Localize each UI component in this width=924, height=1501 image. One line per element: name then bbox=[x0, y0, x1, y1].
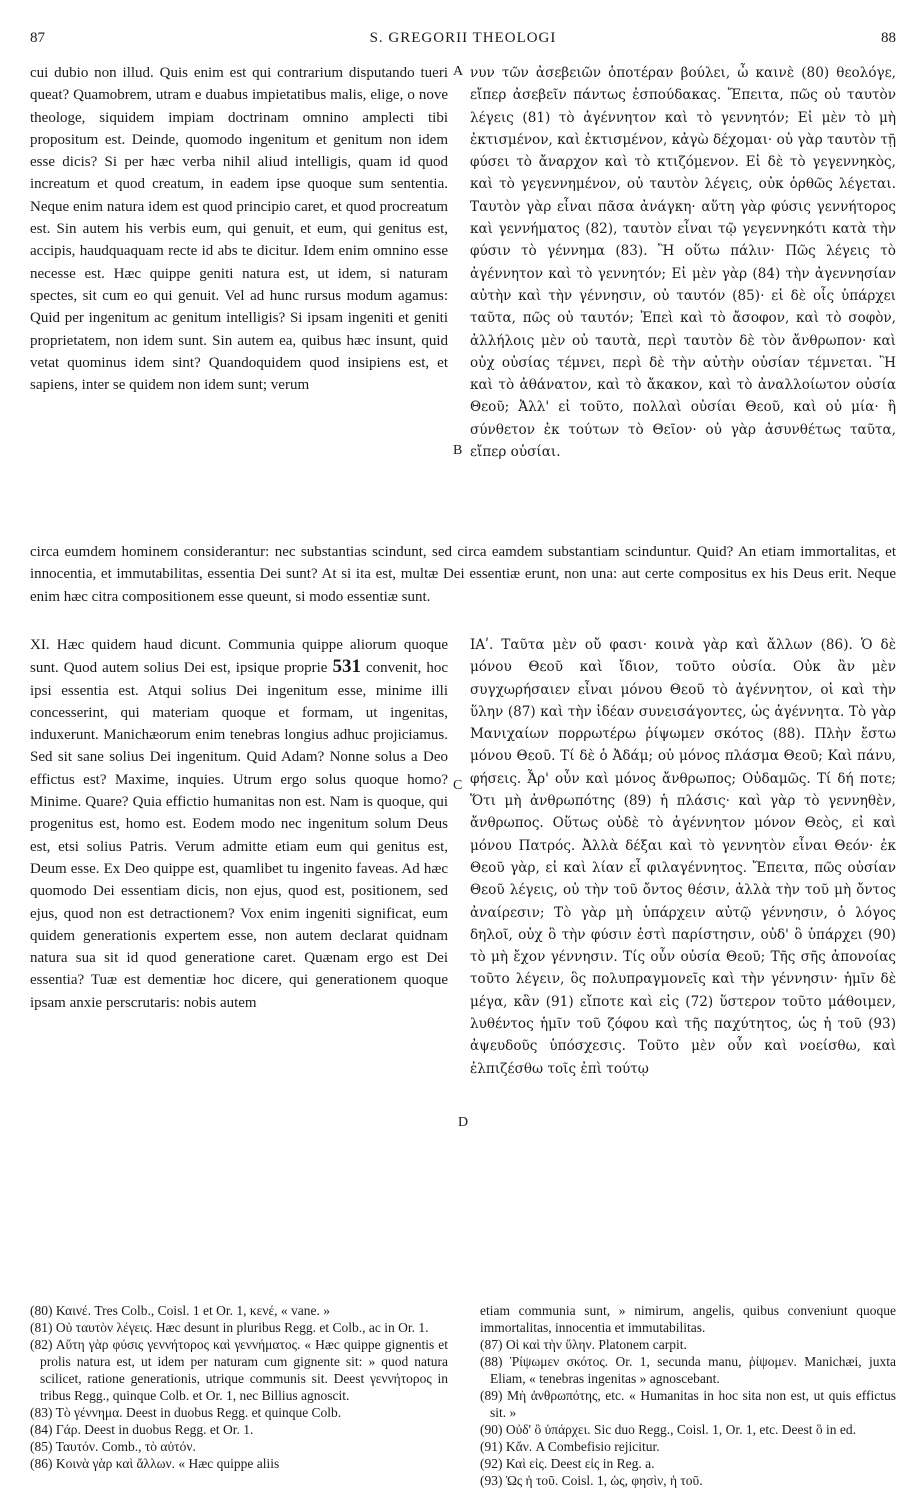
latin-column-top bbox=[30, 62, 448, 396]
footnote: (81) Οὐ ταυτὸν λέγεις. Hæc desunt in pluribus Regg. et Colb., ac in Or. 1. bbox=[30, 1320, 429, 1335]
footnotes-right bbox=[480, 1302, 896, 1489]
footnote-continuation: etiam communia sunt, » nimirum, angelis, quibus conveniunt quoque immortalitas, innocentia et immutabilitas. bbox=[480, 1303, 896, 1335]
greek-paragraph-top: νυν τῶν ἀσεβειῶν ὁποτέραν βούλει, ὦ καινὲ (80) θεολόγε, εἴπερ ἀσεβεῖν πάντως ἐσπούδακας. Ἔπειτα, πῶς οὐ ταυτὸν λέγεις (81) τὸ ἀγέννητον καὶ τὸ γεννητόν; Εἰ μὲν τὸ μὴ ἐκτισμένον, καὶ ἐκτισμένον, κἀγὼ δέχομαι· οὐ γὰρ ταυτὸν τῇ φύσει τὸ ἄναρχον καὶ τὸ κτιζόμενον. Εἰ δὲ τὸ γεγεννηκὸς, καὶ τὸ γεγεννημένον, οὐ ταυτὸν λέγεις, οὐκ ὀρθῶς λέγεται. Ταυτὸν γὰρ εἶναι πᾶσα ἀνάγκη· αὕτη γὰρ φύσις γεννήτορος καὶ γεννήματος (82), ταυτὸν εἶναι τῷ γεγεννηκότι κατὰ τὴν φύσιν τὸ γέννημα (83). Ἢ οὕτω πάλιν· Πῶς λέγεις τὸ ἀγέννητον καὶ τὸ γεννητόν; Εἰ μὲν γὰρ (84) τὴν ἀγεννησίαν αὐτὴν καὶ τὴν γέννησιν, οὐ ταυτόν (85)· εἰ δὲ οἷς ὑπάρχει ταῦτα, πῶς οὐ ταυτόν; Ἐπεὶ καὶ τὸ ἄσοφον, καὶ τὸ σοφὸν, ἀλλήλοις μὲν οὐ ταυτὰ, περὶ ταυτὸν δὲ τὸν ἄνθρωπον· καὶ οὐχ οὐσίας τέμνει, περὶ δὲ τὴν αὐτὴν οὐσίαν τέμνεται. Ἢ καὶ τὸ ἀθάνατον, καὶ τὸ ἄκακον, καὶ τὸ ἀναλλοίωτον οὐσία Θεοῦ; Ἀλλ' εἰ τοῦτο, πολλαὶ οὐσίαι Θεοῦ, καὶ οὐ μία· ἢ σύνθετον ἐκ τούτων τὸ Θεῖον· οὐ γὰρ ἀσυνθέτως ταῦτα, εἴπερ οὐσίαι. bbox=[470, 65, 896, 461]
greek-column-bottom bbox=[470, 634, 896, 1080]
footnote: (92) Καὶ εἰς. Deest εἰς in Reg. a. bbox=[480, 1456, 655, 1471]
section-marker-c: C bbox=[453, 778, 463, 793]
section-marker-b: B bbox=[453, 443, 463, 458]
footnotes-left bbox=[30, 1302, 448, 1472]
footnote: (91) Κἄν. A Combefisio rejicitur. bbox=[480, 1439, 660, 1454]
page-number-right: 88 bbox=[881, 30, 896, 46]
latin-wide-text: circa eumdem hominem considerantur: nec substantias scindunt, sed circa eamdem substantiam scinduntur. Quid? An etiam immortalitas, et innocentia, et immutabilitas, essentia Dei sunt? At si ita est, multæ Dei essentiæ erunt, non una: aut certe compositus ex his Deus erit. Neque enim hæc citra compositionem esse queunt, si modo essentiæ sunt. bbox=[30, 544, 896, 605]
footnote: (85) Ταυτόν. Comb., τὸ αὐτόν. bbox=[30, 1439, 196, 1454]
latin-xi-rest: convenit, hoc ipsi essentia est. Atqui solius Dei ingenitum esse, minime illi concesserint, qui materiam quoque et formam, ut ingenitas, induxerunt. Manichæorum enim tenebras longius adhuc projiciamus. Sed sit sane solius Dei ingenitum. Quid Adam? Nonne solus a Deo effictus est? Maxime, inquies. Utrum ergo solus quoque homo? Minime. Quare? Quia effictio humanitas non est. Nam is quoque, qui progenitus est, homo est. Eodem modo nec ingenitum solum Deus est, etsi solius Patris. Verum admitte etiam eum qui genitus est, Deum esse. Ex Deo quippe est, quamlibet tu ingenito faveas. Ad hæc quomodo Dei essentiam dicis, non ejus, quod est, positionem, sed ejus, quod non est detractionem? Vox enim ingeniti significat, eum quidem generationis expertem esse, non autem declarat quidnam natura sua sit id quod generatione caret. Quænam ergo est Dei essentia? Tuæ est dementiæ hoc dicere, qui generationem quoque ipsam anxie perscrutaris: nobis autem bbox=[30, 660, 449, 1011]
footnote: (90) Οὐδ' ὃ ὑπάρχει. Sic duo Regg., Coisl. 1, Or. 1, etc. Deest ὃ in ed. bbox=[480, 1422, 857, 1437]
footnote: (86) Κοινὰ γὰρ καὶ ἄλλων. « Hæc quippe aliis bbox=[30, 1456, 280, 1471]
greek-column-top bbox=[470, 62, 896, 463]
latin-xi-start: XI. Hæc quidem haud dicunt. Communia quippe aliorum quoque sunt. Quod autem solius Dei est, ipsique proprie bbox=[30, 637, 448, 677]
footnote: (80) Καινέ. Tres Colb., Coisl. 1 et Or. 1, κενέ, « vane. » bbox=[30, 1303, 330, 1318]
footnote: (84) Γάρ. Deest in duobus Regg. et Or. 1. bbox=[30, 1422, 254, 1437]
greek-paragraph-ia: ΙΑʹ. Ταῦτα μὲν οὔ φασι· κοινὰ γὰρ καὶ ἄλλων (86). Ὁ δὲ μόνου Θεοῦ καὶ ἴδιον, τοῦτο οὐσία. Οὐκ ἂν μὲν συγχωρήσαιεν εἶναι μόνου Θεοῦ τὸ ἀγέννητον, οἱ καὶ τὴν ὕλην (87) καὶ τὴν ἰδέαν συνεισάγοντες, ὡς ἀγέννητα. Τὸ γὰρ Μανιχαίων πορρωτέρω ῥίψωμεν σκότος (88). Πλὴν ἔστω μόνου Θεοῦ. Τί δὲ ὁ Ἀδάμ; οὐ μόνος πλάσμα Θεοῦ; Καὶ πάνυ, φήσεις. Ἆρ' οὖν καὶ μόνος ἄνθρωπος; Οὐδαμῶς. Τί δή ποτε; Ὅτι μὴ ἀνθρωπότης (89) ἡ πλάσις· καὶ γὰρ τὸ γεννηθὲν, ἄνθρωπος. Οὕτως οὐδὲ τὸ ἀγέννητον μόνον Θεὸς, εἰ καὶ μόνου Πατρός. Ἀλλὰ δέξαι καὶ τὸ γεννητὸν εἶναι Θεόν· ἐκ Θεοῦ γὰρ, εἰ καὶ λίαν εἶ φιλαγέννητος. Ἔπειτα, πῶς οὐσίαν Θεοῦ λέγεις, οὐ τὴν τοῦ ὄντος θέσιν, ἀλλὰ τὴν τοῦ μὴ ὄντος ἀναίρεσιν; Τὸ γὰρ μὴ ὑπάρχειν αὐτῷ γέννησιν, ὁ λόγος δηλοῖ, οὐχ ὃ τὴν φύσιν ἐστὶ παρίστησιν, οὐδ' ὃ ὑπάρχει (90) τὸ μὴ ἔχον γέννησιν. Τίς οὖν οὐσία Θεοῦ; Τῆς σῆς ἀπονοίας τοῦτο λέγειν, ὃς πολυπραγμονεῖς καὶ τὴν γέννησιν· ἡμῖν δὲ μέγα, κἂν (91) εἴποτε καὶ εἰς (72) ὕστερον τοῦτο μάθοιμεν, λυθέντος ἡμῖν τοῦ ζόφου καὶ τῆς παχύτητος, ὡς ἡ τοῦ (93) ἀψευδοῦς ὑπόσχεσις. Τοῦτο μὲν οὖν καὶ νοείσθω, καὶ ἐλπιζέσθω τοῖς ἐπὶ τούτῳ bbox=[470, 637, 896, 1077]
running-header bbox=[30, 30, 896, 52]
section-marker-a: A bbox=[453, 64, 464, 79]
footnote: (88) Ῥίψωμεν σκότος. Or. 1, secunda manu, ῥίψομεν. Manichæi, juxta Eliam, « tenebras ingenitas » agnoscebant. bbox=[480, 1354, 896, 1386]
latin-wide-paragraph bbox=[30, 541, 896, 608]
footnote: (87) Οἱ καὶ τὴν ὕλην. Platonem carpit. bbox=[480, 1337, 687, 1352]
footnote: (93) Ὡς ἡ τοῦ. Coisl. 1, ὡς, φησὶν, ἡ τοῦ. bbox=[480, 1473, 703, 1488]
footnote: (89) Μὴ ἀνθρωπότης, etc. « Humanitas in hoc sita non est, ut quis effictus sit. » bbox=[480, 1388, 896, 1420]
running-title: S. GREGORII THEOLOGI bbox=[369, 30, 557, 46]
footnote: (83) Τὸ γέννημα. Deest in duobus Regg. et quinque Colb. bbox=[30, 1405, 342, 1420]
latin-paragraph-top: cui dubio non illud. Quis enim est qui contrarium disputando tueri queat? Quamobrem, utram e duabus impietatibus malis, elige, o nove theologe, siquidem impiam doctrinam omnino amplecti tibi propositum est. Deinde, quomodo ingenitum et genitum non idem esse dicis? Si per hæc verba nihil aliud intelligis, quam id quod increatum et quod creatum, in eadem ipse quoque sum sententia. Neque enim natura idem est quod principio caret, et quod procreatum est. Sin autem his verbis eum, qui genuit, et eum, qui genitus est, accipis, haudquaquam recte id abs te dicitur. Idem enim omnino esse necesse est. Hæc quippe geniti natura est, ut idem, si naturam spectes, sit cum eo qui genuit. Vel ad hunc rursus modum agamus: Quid per ingenitum ac genitum intelligis? Si ipsam ingeniti et geniti proprietatem, non idem sunt. Sin autem ea, quibus hæc insunt, quid vetat quominus idem sint? Quandoquidem quod insipiens est, et sapiens, inter se quidem non idem sunt; verum bbox=[30, 65, 448, 394]
section-marker-d: D bbox=[458, 1115, 469, 1130]
footnote: (82) Αὕτη γὰρ φύσις γεννήτορος καὶ γεννήματος. « Hæc quippe gignentis et prolis natura est, ut idem per naturam cum gignente sit: » quod natura scilicet, ratione generationis, utrique communis sit. Deest γεννήτορος in tribus Regg., quinque Colb. et Or. 1, nec Billius agnoscit. bbox=[30, 1337, 448, 1403]
folio-number: 531 bbox=[332, 656, 361, 678]
page-number-left: 87 bbox=[30, 30, 45, 46]
latin-paragraph-xi bbox=[30, 634, 448, 1014]
latin-column-bottom bbox=[30, 634, 448, 1014]
